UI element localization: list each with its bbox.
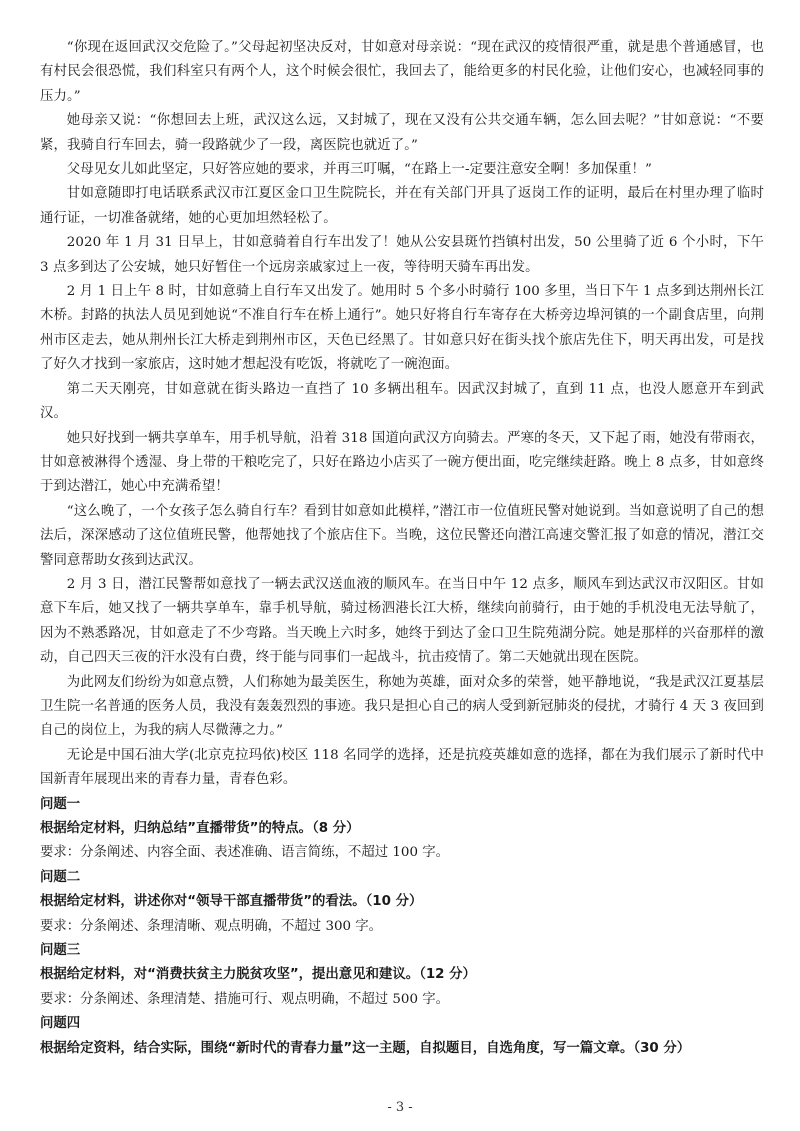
paragraph: 第二天天刚亮，甘如意就在街头路边一直挡了 10 多辆出租车。因武汉封城了，直到 11 点，也没人愿意开车到武汉。 <box>40 381 764 422</box>
document-body <box>40 36 764 1061</box>
question-title: 问题三 <box>40 943 81 959</box>
paragraph: 父母见女儿如此坚定，只好答应她的要求，并再三叮嘱，“在路上一-定要注意安全啊！多加保重！” <box>66 162 652 178</box>
paragraph: 她只好找到一辆共享单车，用手机导航，沿着 318 国道向武汉方向骑去。严寒的冬天，又下起了雨，她没有带雨衣，甘如意被淋得个透湿、身上带的干粮吃完了，只好在路边小店买了一碗方便出面，吃完继续赶路。晚上 8 点多，甘如意终于到达潜江，她心中充满希望！ <box>40 430 764 495</box>
question-task: 根据给定材料，讲述你对“领导干部直播带货”的看法。（10 分） <box>40 894 423 910</box>
question-requirement: 要求：分条阐述、条理清晰、观点明确，不超过 300 字。 <box>40 918 383 934</box>
paragraph: 2 月 3 日，潜江民警帮如意找了一辆去武汉送血液的顺风车。在当日中午 12 点多，顺风车到达武汉市汉阳区。甘如意下车后，她又找了一辆共享单车，靠手机导航，骑过杨泗港长江大桥，继续向前骑行，由于她的手机没电无法导航了，因为不熟悉路况，甘如意走了不少弯路。当天晚上六时多，她终于到达了金口卫生院苑湖分院。她是那样的兴奋那样的激动，自己四天三夜的汗水没有白费，终于能与同事们一起战斗，抗击疫情了。第二天她就出现在医院。 <box>40 576 764 666</box>
question-block <box>40 939 764 1012</box>
question-requirement: 要求：分条阐述、条理清楚、措施可行、观点明确，不超过 500 字。 <box>40 991 450 1007</box>
paragraph: 甘如意随即打电话联系武汉市江夏区金口卫生院院长，并在有关部门开具了返岗工作的证明，最后在村里办理了临时通行证，一切准备就绪，她的心更加坦然轻松了。 <box>40 186 764 226</box>
question-title: 问题二 <box>40 869 81 885</box>
paragraph: 2 月 1 日上午 8 时，甘如意骑上自行车又出发了。她用时 5 个多小时骑行 100 多里，当日下午 1 点多到达荆州长江木桥。封路的执法人员见到她说“不准自行车在桥上通行”。她只好将自行车寄存在大桥旁边埠河镇的一个副食店里，向荆州市区走去，她从荆州长江大桥走到荆州市区，天色已经黑了。甘如意只好在街头找个旅店先住下，明天再出发，可是找了好久才找到一家旅店，这时她才想起没有吃饭，将就吃了一碗泡面。 <box>40 284 764 373</box>
question-title: 问题四 <box>40 1016 81 1032</box>
page-number: - 3 - <box>387 1100 413 1115</box>
question-block <box>40 1012 764 1061</box>
paragraph: 她母亲又说：“你想回去上班，武汉这么远，又封城了，现在又没有公共交通车辆，怎么回去呢？”甘如意说：“不要紧，我骑自行车回去，骑一段路就少了一段，离医院也就近了。” <box>40 113 764 153</box>
question-task: 根据给定材料，对“消费扶贫主力脱贫攻坚”，提出意见和建议。（12 分） <box>40 967 476 983</box>
paragraph: 无论是中国石油大学(北京克拉玛依)校区 118 名同学的选择，还是抗疫英雄如意的选择，都在为我们展示了新时代中国新青年展现出来的青春力量，青春色彩。 <box>40 747 764 788</box>
question-requirement: 要求：分条阐述、内容全面、表述准确、语言简练，不超过 100 字。 <box>40 845 450 861</box>
question-title: 问题一 <box>40 796 81 812</box>
paragraph: “你现在返回武汉交危险了。”父母起初坚决反对，甘如意对母亲说：“现在武汉的疫情很严重，就是患个普通感冒，也有村民会很恐慌，我们科室只有两个人，这个时候会很忙，我回去了，能给更多的村民化验，让他们安心，也减轻同事的压力。” <box>40 40 764 104</box>
question-block <box>40 793 764 866</box>
question-task: 根据给定资料，结合实际，围绕“新时代的青春力量”这一主题，自拟题目，自选角度，写一篇文章。（30 分） <box>40 1040 691 1056</box>
paragraph: “这么晚了，一个女孩子怎么骑自行车？看到甘如意如此模样，”潜江市一位值班民警对她说到。当如意说明了自己的想法后，深深感动了这位值班民警，他帮她找了个旅店住下。当晚，这位民警还向潜江高速交警汇报了如意的情况，潜江交警同意帮助女孩到达武汉。 <box>40 503 764 568</box>
question-task: 根据给定材料，归纳总结”直播带货”的特点。（8 分） <box>40 821 360 836</box>
paragraph: 2020 年 1 月 31 日早上，甘如意骑着自行车出发了！她从公安县斑竹挡镇村出发，50 公里骑了近 6 个小时，下午 3 点多到达了公安城，她只好暂住一个远房亲戚家过上一夜，等待明天骑车再出发。 <box>40 235 764 275</box>
question-block <box>40 866 764 939</box>
paragraph: 为此网友们纷纷为如意点赞，人们称她为最美医生，称她为英雄，面对众多的荣誉，她平静地说，“我是武汉江夏基层卫生院一名普通的医务人员，我没有轰轰烈烈的事迹。我只是担心自己的病人受到新冠肺炎的侵扰，才骑行 4 天 3 夜回到自己的岗位上，为我的病人尽微薄之力。” <box>40 674 764 739</box>
